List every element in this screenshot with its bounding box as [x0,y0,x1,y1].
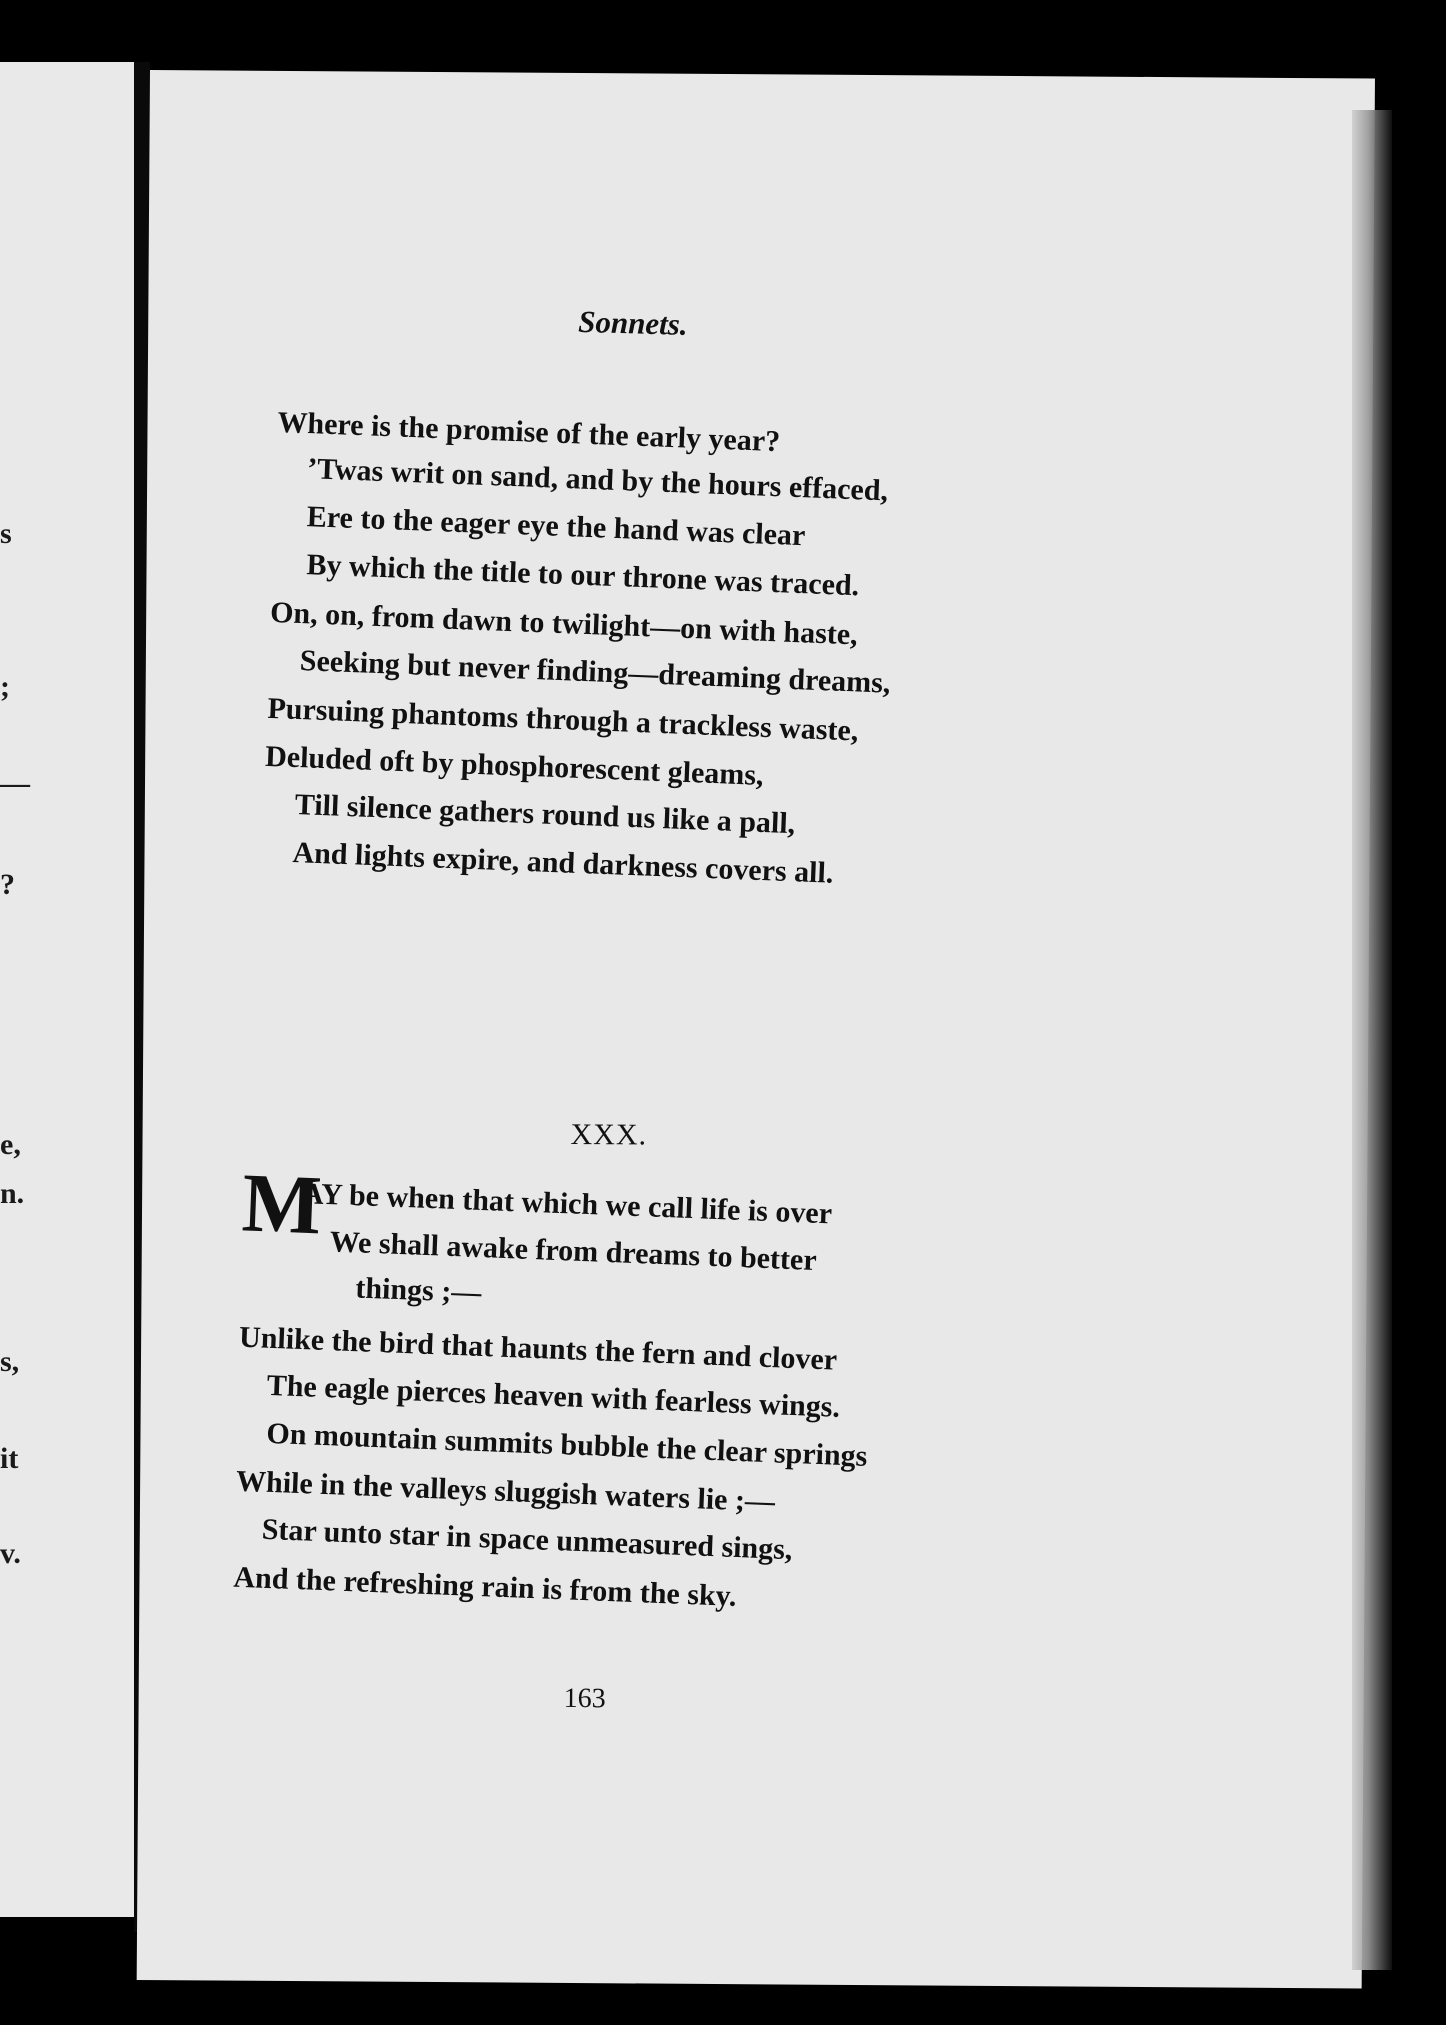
poem-line: things ;— [354,1271,482,1310]
poem-line: Seeking but never finding—dreaming dreams, [299,644,892,700]
left-page-fragment: — [0,767,30,800]
running-head: Sonnets. [577,303,689,342]
poem-line: Where is the promise of the early year? [276,405,781,459]
page-number: 163 [563,1682,606,1715]
poem-line: By which the title to our throne was traced. [305,548,860,603]
poem-line: Star unto star in space unmeasured sings, [261,1512,794,1567]
poem-line: We shall awake from dreams to better [329,1225,818,1277]
poem-line: On, on, from dawn to twilight—on with haste, [269,595,859,652]
poem-line: ’Twas writ on sand, and by the hours effaced, [306,452,889,508]
page-edge [1352,110,1392,1970]
left-page-fragment: e, [0,1128,21,1161]
poem-line: While in the valleys sluggish waters lie ;— [235,1464,776,1519]
poem-line: Unlike the bird that haunts the fern and clover [238,1320,838,1377]
poem-line: Ere to the eager eye the hand was clear [306,500,806,553]
sonnet-number: XXX. [570,1117,648,1152]
left-page-fragment: n. [0,1177,25,1210]
left-page-fragment: v. [0,1537,21,1570]
poem-line: Pursuing phantoms through a trackless waste, [266,691,859,748]
right-page [137,70,1375,1989]
left-page-fragment: ? [0,868,15,901]
poem-line: Till silence gathers round us like a pall, [294,788,796,841]
poem-line: And the refreshing rain is from the sky. [232,1560,738,1613]
left-page-fragment: s, [0,1345,20,1378]
poem-line: On mountain summits bubble the clear springs [265,1416,868,1473]
drop-cap: M [240,1156,324,1253]
left-page-fragment: ; [0,670,10,703]
left-page-fragment: it [0,1442,19,1475]
poem-line: Deluded oft by phosphorescent gleams, [264,739,765,792]
poem-line: AY be when that which we call life is over [301,1177,833,1231]
left-page [0,62,134,1917]
poem-line: And lights expire, and darkness covers all. [291,836,834,890]
left-page-fragment: s [0,517,12,550]
poem-line: The eagle pierces heaven with fearless wings. [266,1368,841,1424]
